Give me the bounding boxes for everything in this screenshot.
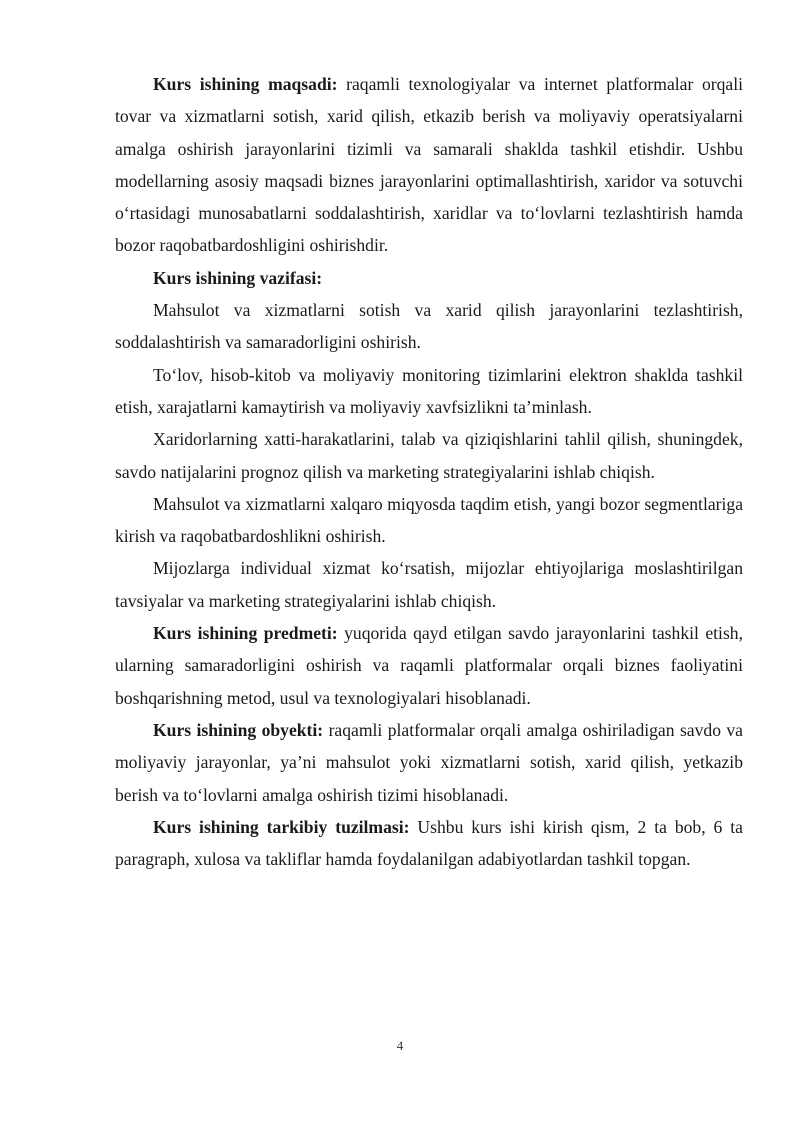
paragraph-obyekti [115,714,743,811]
text-task-5: Mijozlarga individual xizmat ko‘rsatish, mijozlar ehtiyojlariga moslashtirilgan tavsiyalar va marketing strategiyalarini ishlab chiqish. [115,558,743,611]
text-task-2: To‘lov, hisob-kitob va moliyaviy monitoring tizimlarini elektron shaklda tashkil etish, xarajatlarni kamaytirish va moliyaviy xavfsizlikni ta’minlash. [115,364,743,417]
text-maqsadi: raqamli texnologiyalar va internet platformalar orqali tovar va xizmatlarni sotish, xarid qilish, etkazib berish va moliyaviy operatsiyalarni amalga oshirish jarayonlarini tizimli va samarali shaklda tashkil etishdir. Ushbu modellarning asosiy maqsadi biznes jarayonlarini optimallashtirish, xaridor va sotuvchi o‘rtasidagi munosabatlarni soddalashtirish, xaridlar va to‘lovlarni tezlashtirish hamda bozor raqobatbardoshligini oshirishdir. [115,74,743,256]
heading-vazifasi: Kurs ishining vazifasi: [153,267,323,288]
heading-tuzilmasi: Kurs ishining tarkibiy tuzilmasi: [153,816,410,837]
text-obyekti: raqamli platformalar orqali amalga oshiriladigan savdo va moliyaviy jarayonlar, ya’ni mahsulot yoki xizmatlarni sotish, xarid qilish, yetkazib berish va to‘lovlarni amalga oshirish tizimi hisoblanadi. [115,719,743,805]
text-task-4: Mahsulot va xizmatlarni xalqaro miqyosda taqdim etish, yangi bozor segmentlariga kirish va raqobatbardoshlikni oshirish. [115,493,743,547]
document-body [115,68,743,875]
heading-obyekti: Kurs ishining obyekti: [153,719,324,740]
text-task-3: Xaridorlarning xatti-harakatlarini, talab va qiziqishlarini tahlil qilish, shuningdek, savdo natijalarini prognoz qilish va marketing strategiyalarini ishlab chiqish. [115,429,743,482]
text-predmeti: yuqorida qayd etilgan savdo jarayonlarini tashkil etish, ularning samaradorligini oshirish va raqamli platformalar orqali biznes faoliyatini boshqarishning metod, usul va texnologiyalari hisoblanadi. [115,623,743,708]
paragraph-maqsadi [115,68,743,262]
page-number: 4 [396,1038,404,1053]
paragraph-tuzilmasi [115,811,743,876]
paragraph-task-3 [115,423,743,488]
paragraph-task-5 [115,552,743,617]
paragraph-task-1 [115,294,743,359]
heading-maqsadi: Kurs ishining maqsadi: [153,74,338,94]
text-task-1: Mahsulot va xizmatlarni sotish va xarid qilish jarayonlarini tezlashtirish, soddalashtirish va samaradorligini oshirish. [115,300,743,353]
paragraph-predmeti [115,617,743,714]
heading-predmeti: Kurs ishining predmeti: [153,623,338,644]
paragraph-task-2 [115,359,743,424]
text-tuzilmasi: Ushbu kurs ishi kirish qism, 2 ta bob, 6 ta paragraph, xulosa va takliflar hamda foydalanilgan adabiyotlardan tashkil topgan. [115,816,743,870]
paragraph-task-4 [115,488,743,553]
paragraph-vazifasi [115,262,743,294]
